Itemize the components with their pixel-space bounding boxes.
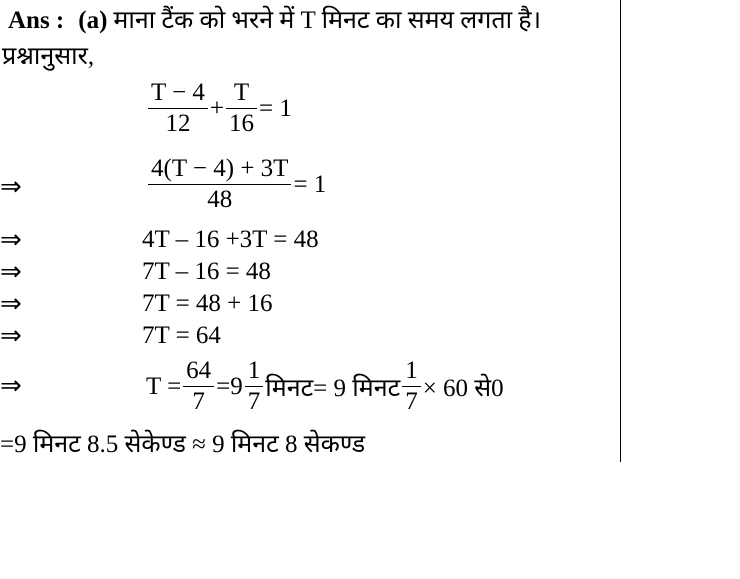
answer-label: Ans : — [8, 7, 65, 34]
intro-text: प्रश्नानुसार, — [2, 43, 95, 70]
fraction: $\frac{64}{7}$ — [183, 356, 214, 417]
implies-arrow: ⇒ — [0, 321, 22, 350]
equation-step-7: T = $\frac{64}{7}$ = 9 $\frac{1}{7}$ मिनट= 9 मिनट $\frac{1}{7}$ × 60 से0 — [146, 357, 504, 415]
fraction: $\frac{1}{7}$ — [402, 356, 421, 417]
equation-step-1: $\frac{T - 4}{12}$ + $\frac{T}{16}$ = 1 — [146, 78, 292, 139]
fraction: $\frac{4(T - 4) + 3T}{48}$ — [148, 154, 291, 215]
final-result: =9 मिनट 8.5 सेकेण्ड ≈ 9 मिनट 8 सेकण्ड — [0, 431, 366, 458]
mixed-number: 9 $\frac{1}{7}$ — [230, 356, 265, 417]
fraction: $\frac{T - 4}{12}$ — [148, 78, 208, 139]
answer-option: (a) — [78, 7, 108, 34]
implies-arrow: ⇒ — [0, 257, 22, 286]
implies-arrow: ⇒ — [0, 289, 22, 318]
answer-heading — [8, 6, 541, 36]
answer-statement: माना टैंक को भरने में T मिनट का समय लगता है। — [113, 7, 542, 34]
fraction: $\frac{T}{16}$ — [226, 78, 257, 139]
equation-step-3: 4T – 16 +3T = 48 — [142, 226, 319, 253]
implies-arrow: ⇒ — [0, 225, 22, 254]
equation-step-5: 7T = 48 + 16 — [142, 290, 273, 317]
right-border-line — [620, 0, 621, 462]
implies-arrow: ⇒ — [0, 172, 22, 201]
equation-step-4: 7T – 16 = 48 — [142, 258, 271, 285]
equation-step-6: 7T = 64 — [142, 322, 221, 349]
equation-step-2: $\frac{4(T - 4) + 3T}{48}$ = 1 — [146, 154, 326, 215]
implies-arrow: ⇒ — [0, 371, 22, 400]
